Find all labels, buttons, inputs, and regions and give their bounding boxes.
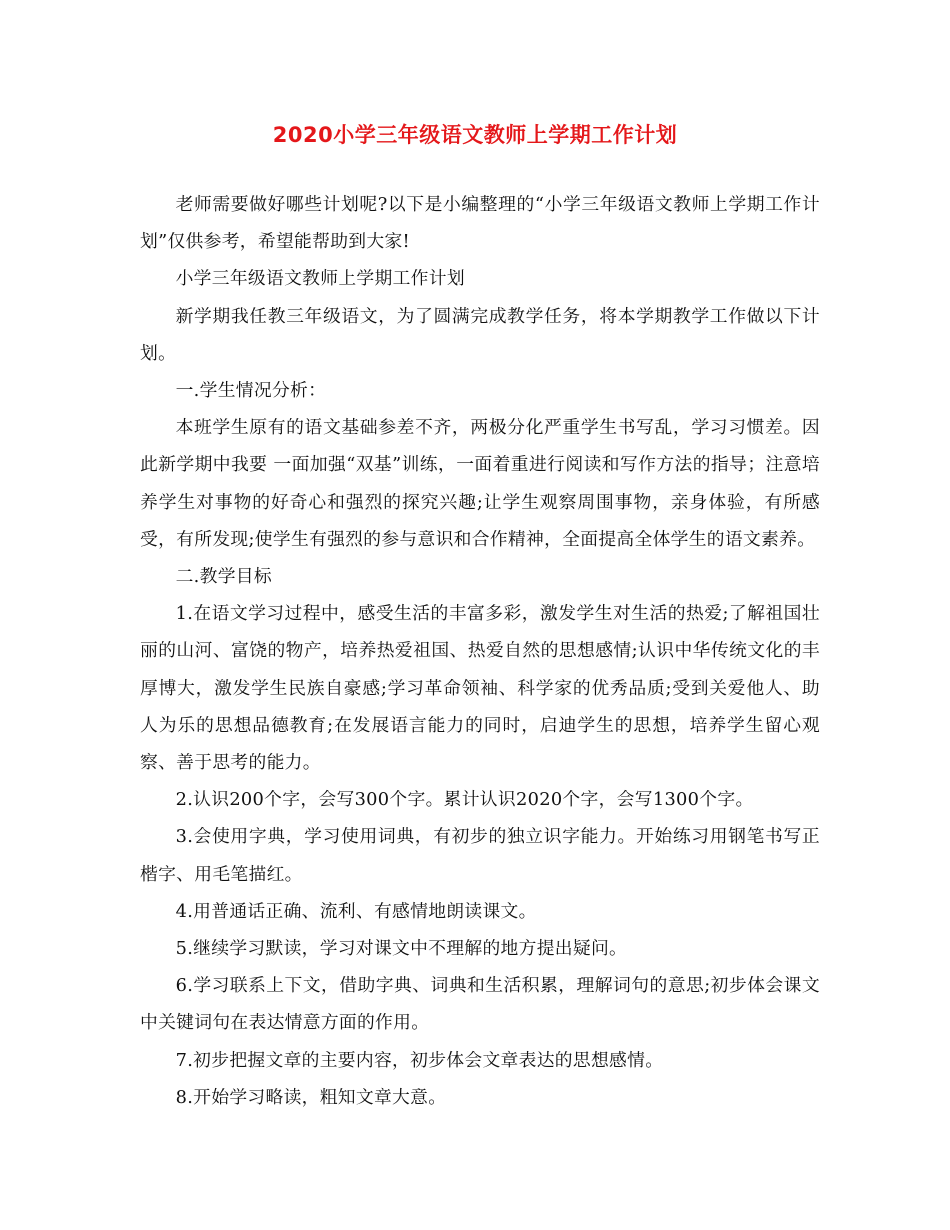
goal-item-2: 2.认识200个字，会写300个字。累计认识2020个字，会写1300个字。	[175, 789, 754, 811]
goal-item-5: 5.继续学习默读，学习对课文中不理解的地方提出疑问。	[175, 938, 628, 960]
goal-item-7: 7.初步把握文章的主要内容，初步体会文章表达的思想感情。	[175, 1049, 664, 1071]
goal-item-4: 4.用普通话正确、流利、有感情地朗读课文。	[175, 900, 537, 922]
student-analysis-paragraph: 本班学生原有的语文基础参差不齐，两极分化严重学生书写乱，学习习惯差。因此新学期中我要 一面加强“双基”训练，一面着重进行阅读和写作方法的指导；注意培养学生对事物的好奇心和强烈的探究兴趣;让学生观察周围事物，亲身体验，有所感受，有所发现;使学生有强烈的参与意识和合作精神，全面提高全体学生的语文素养。	[140, 417, 820, 550]
section-heading-teaching-goals: 二.教学目标	[175, 566, 272, 588]
goal-item-1: 1.在语文学习过程中，感受生活的丰富多彩，激发学生对生活的热爱;了解祖国壮丽的山河、富饶的物产，培养热爱祖国、热爱自然的思想感情;认识中华传统文化的丰厚博大，激发学生民族自豪感;学习革命领袖、科学家的优秀品质;受到关爱他人、助人为乐的思想品德教育;在发展语言能力的同时，启迪学生的思想，培养学生留心观察、善于思考的能力。	[140, 603, 820, 774]
document-body	[140, 186, 820, 1116]
section-heading-student-analysis: 一.学生情况分析：	[175, 380, 327, 402]
document-title: 2020小学三年级语文教师上学期工作计划	[272, 123, 678, 147]
subtitle-paragraph: 小学三年级语文教师上学期工作计划	[175, 268, 465, 290]
goal-item-6: 6.学习联系上下文，借助字典、词典和生活积累，理解词句的意思;初步体会课文中关键词句在表达情意方面的作用。	[140, 975, 820, 1034]
goal-item-3: 3.会使用字典，学习使用词典，有初步的独立识字能力。开始练习用钢笔书写正楷字、用毛笔描红。	[140, 826, 820, 885]
goal-item-8: 8.开始学习略读，粗知文章大意。	[175, 1086, 447, 1108]
intro-paragraph: 老师需要做好哪些计划呢?以下是小编整理的“小学三年级语文教师上学期工作计划”仅供参考，希望能帮助到大家!	[140, 194, 820, 253]
plan-intro-paragraph: 新学期我任教三年级语文，为了圆满完成教学任务，将本学期教学工作做以下计划。	[140, 305, 820, 364]
